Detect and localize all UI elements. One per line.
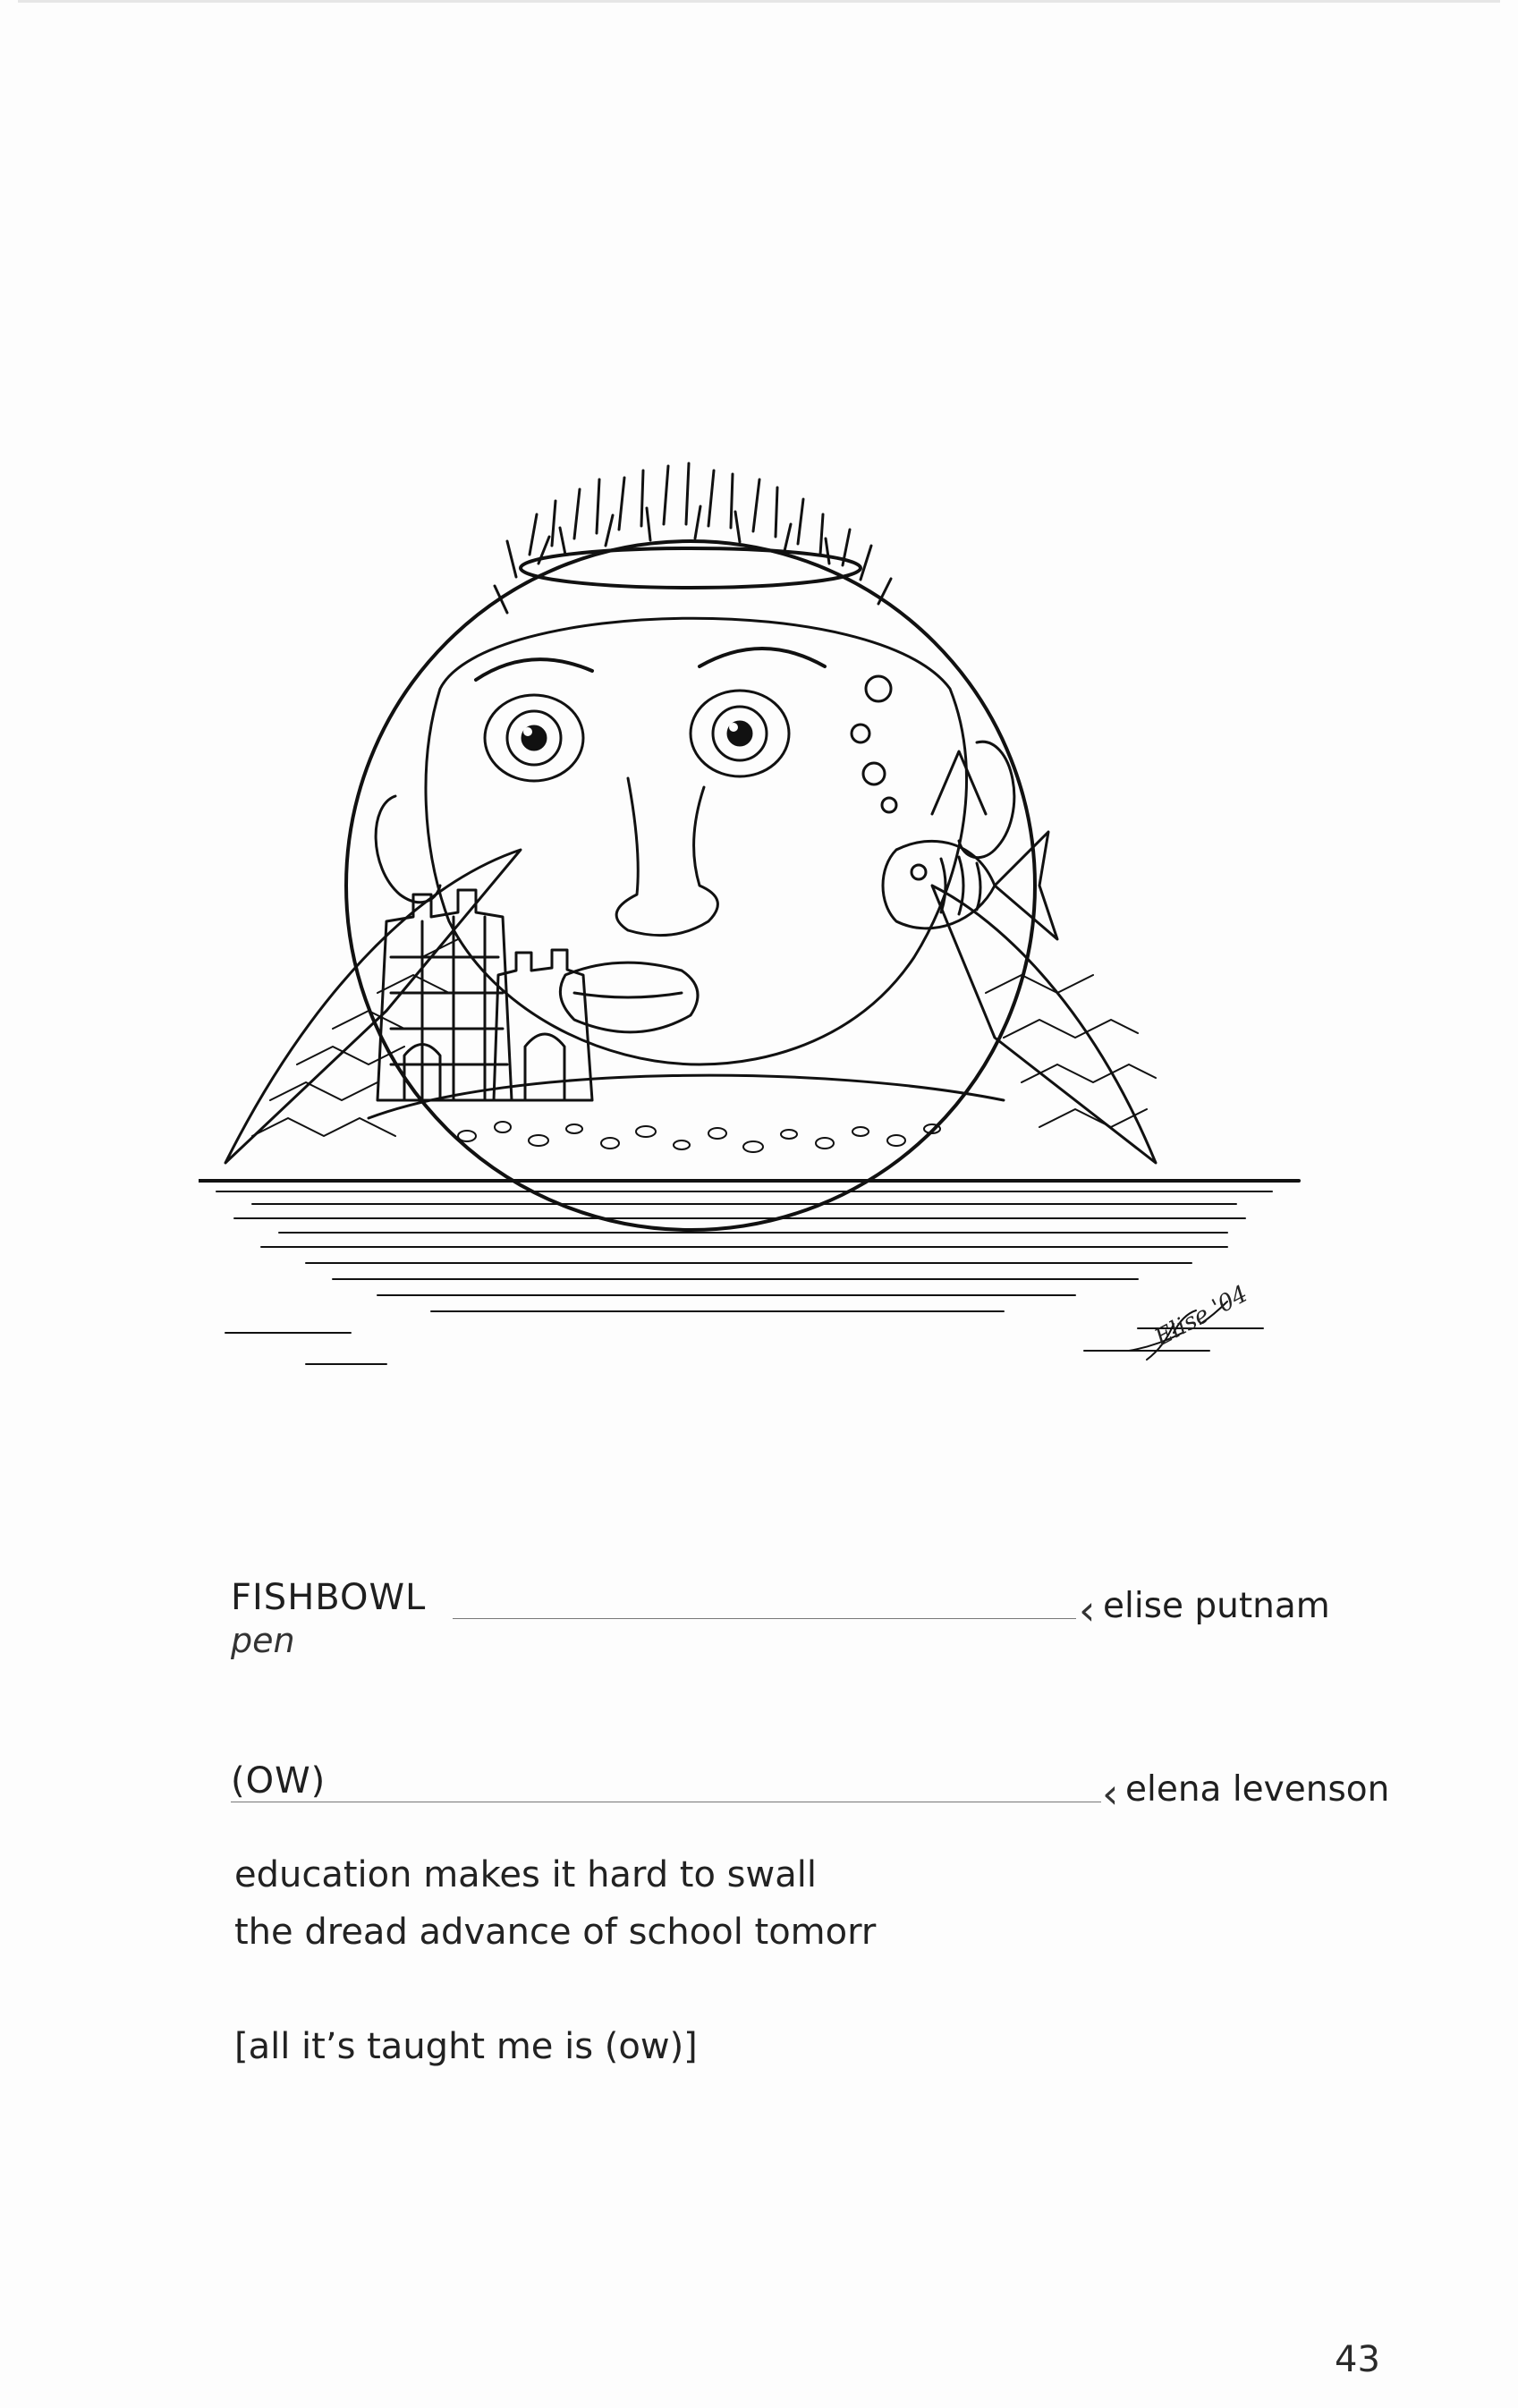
gravel-stones — [458, 1122, 940, 1152]
bowl-rim — [521, 548, 861, 588]
left-chevron-icon: ‹ — [1102, 1769, 1119, 1818]
poem-credit-line — [231, 1760, 1390, 1818]
right-eye — [691, 691, 789, 776]
poem-line: the dread advance of school tomorr — [234, 1912, 877, 1953]
hair-strokes — [495, 463, 891, 613]
artwork-artist: elise putnam — [1103, 1586, 1330, 1626]
fishbowl-illustration — [199, 420, 1335, 1404]
poem-title: (OW) — [231, 1760, 326, 1802]
left-eyebrow — [476, 659, 592, 680]
left-eye — [485, 695, 583, 781]
shoulders — [225, 850, 1156, 1163]
artist-signature — [1129, 1281, 1252, 1360]
nose — [616, 778, 717, 936]
poem-author: elena levenson — [1125, 1769, 1390, 1810]
page-number: 43 — [1335, 2339, 1380, 2380]
water-lines — [199, 1181, 1299, 1364]
shoulder-mesh — [252, 939, 1156, 1136]
artwork-leader-line — [453, 1618, 1076, 1619]
poem-line: [all it’s taught me is (ow)] — [234, 2026, 698, 2067]
svg-text:Elise '04: Elise '04 — [1150, 1280, 1252, 1352]
artwork-title: FISHBOWL — [231, 1577, 427, 1618]
bubbles — [852, 676, 896, 812]
gravel-floor — [369, 1075, 1004, 1118]
left-chevron-icon: ‹ — [1079, 1586, 1096, 1634]
page-edge — [18, 0, 1500, 3]
poem-line: education makes it hard to swall — [234, 1854, 817, 1895]
artwork-credit-line — [231, 1577, 1336, 1634]
right-eyebrow — [700, 649, 825, 666]
artwork-medium: pen — [231, 1621, 295, 1660]
